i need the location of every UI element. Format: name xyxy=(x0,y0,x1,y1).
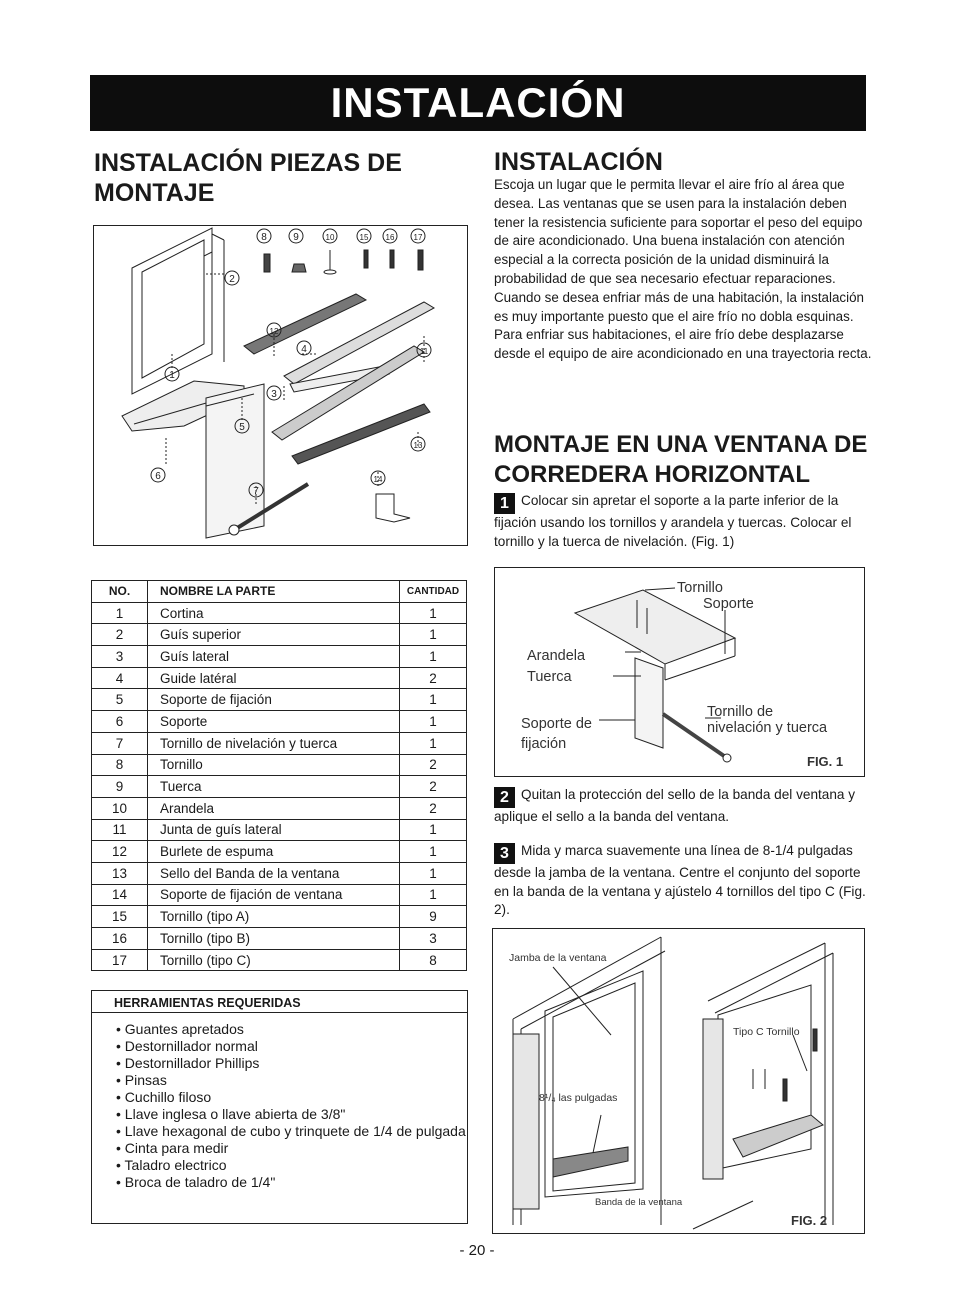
part-number: 16 xyxy=(92,928,148,950)
part-number: 11 xyxy=(92,819,148,841)
fig1-label-arandela: Arandela xyxy=(527,648,586,664)
step-2-number: 2 xyxy=(494,787,515,808)
header-number: NO. xyxy=(92,581,148,603)
part-quantity: 2 xyxy=(400,667,467,689)
callout-2: 2 xyxy=(229,274,235,285)
part-quantity: 1 xyxy=(400,862,467,884)
part-number: 13 xyxy=(92,862,148,884)
part-name: Tornillo xyxy=(148,754,400,776)
callout-3: 3 xyxy=(271,389,277,400)
tool-item: • Cinta para medir xyxy=(116,1140,467,1157)
section-banner xyxy=(90,75,866,131)
step-1-text: Colocar sin apretar el soporte a la parte inferior de la fijación usando los tornillos y arandela y tuercas. Colocar el tornillo y la tuerca de nivelación. (Fig. 1) xyxy=(494,493,852,549)
part-quantity: 3 xyxy=(400,928,467,950)
part-name: Junta de guís lateral xyxy=(148,819,400,841)
callout-5: 5 xyxy=(239,422,245,433)
part-name: Tornillo (tipo B) xyxy=(148,928,400,950)
tool-item: • Broca de taladro de 1/4" xyxy=(116,1174,467,1191)
fig1-label-nivel-2: nivelación y tuerca xyxy=(707,720,828,736)
callout-11: 11 xyxy=(419,347,429,356)
table-row xyxy=(92,711,467,733)
callout-1: 1 xyxy=(169,370,175,381)
part-number: 5 xyxy=(92,689,148,711)
part-number: 9 xyxy=(92,776,148,798)
part-number: 7 xyxy=(92,732,148,754)
part-quantity: 2 xyxy=(400,797,467,819)
figure-1 xyxy=(494,567,865,777)
tool-item: • Llave hexagonal de cubo y trinquete de 1/4 de pulgada xyxy=(116,1123,467,1140)
callout-16: 16 xyxy=(385,233,395,242)
part-name: Soporte xyxy=(148,711,400,733)
table-row xyxy=(92,667,467,689)
part-quantity: 1 xyxy=(400,819,467,841)
fig1-label-soporte: Soporte xyxy=(703,596,754,612)
callout-14: 14 xyxy=(373,475,383,484)
fig1-label-nivel-1: Tornillo de xyxy=(707,704,774,720)
part-number: 2 xyxy=(92,624,148,646)
callout-6: 6 xyxy=(155,471,161,482)
page-number: - 20 - xyxy=(459,1242,495,1259)
table-row xyxy=(92,602,467,624)
step-3 xyxy=(494,842,872,920)
step-2-text: Quitan la protección del sello de la banda del ventana y aplique el sello a la banda del ventana. xyxy=(494,787,856,824)
step-1 xyxy=(494,492,872,551)
tool-item: • Taladro electrico xyxy=(116,1157,467,1174)
figure-2 xyxy=(492,928,865,1234)
part-name: Arandela xyxy=(148,797,400,819)
part-number: 3 xyxy=(92,646,148,668)
banner-title: INSTALACIÓN xyxy=(330,79,626,126)
part-quantity: 1 xyxy=(400,602,467,624)
parts-table-body xyxy=(92,602,467,971)
header-quantity: CANTIDAD xyxy=(400,581,467,603)
callout-4: 4 xyxy=(301,344,307,355)
tool-item: • Destornillador Phillips xyxy=(116,1055,467,1072)
part-name: Sello del Banda de la ventana xyxy=(148,862,400,884)
step-3-number: 3 xyxy=(494,843,515,864)
tool-item: • Llave inglesa o llave abierta de 3/8" xyxy=(116,1106,467,1123)
part-name: Tornillo (tipo A) xyxy=(148,906,400,928)
callout-7: 7 xyxy=(253,486,259,497)
installation-intro: Escoja un lugar que le permita llevar el aire frío al área que desea. Las ventanas que se usen para la instalación deben tener la resistencia suficiente para soportar el peso del equipo de aire acondicionado. Una buena instalación con atención especial a la correcta posición de la unidad disminuirá la probabilidad de que sea necesario efectuar reparaciones. Cuando se desea enfriar más de una habitación, la instalación es muy importante puesto que el aire frío no dobla esquinas. Para enfriar sus habitaciones, el aire frío debe desplazarse desde el equipo de aire acondicionado en una trayectoria recta. xyxy=(494,177,872,362)
part-name: Tornillo de nivelación y tuerca xyxy=(148,732,400,754)
part-number: 12 xyxy=(92,841,148,863)
part-quantity: 8 xyxy=(400,949,467,971)
step-2 xyxy=(494,786,872,827)
installation-heading: INSTALACIÓN xyxy=(494,148,663,176)
part-quantity: 2 xyxy=(400,754,467,776)
table-row xyxy=(92,689,467,711)
table-row xyxy=(92,862,467,884)
part-name: Soporte de fijación de ventana xyxy=(148,884,400,906)
parts-diagram xyxy=(93,225,468,546)
fig1-label-tornillo: Tornillo xyxy=(677,580,723,596)
callout-17: 17 xyxy=(413,233,423,242)
tools-list xyxy=(92,1021,467,1191)
table-row xyxy=(92,624,467,646)
tool-item: • Cuchillo filoso xyxy=(116,1089,467,1106)
part-name: Guís superior xyxy=(148,624,400,646)
fig2-label-medida: 8¹/₄ las pulgadas xyxy=(539,1092,618,1104)
part-number: 4 xyxy=(92,667,148,689)
part-quantity: 1 xyxy=(400,884,467,906)
callout-8: 8 xyxy=(261,232,267,243)
callout-15: 15 xyxy=(359,233,369,242)
mount-heading: MONTAJE EN UNA VENTANA DE CORREDERA HORIZONTAL xyxy=(494,431,868,488)
parts-heading: INSTALACIÓN PIEZAS DE MONTAJE xyxy=(94,149,402,207)
callout-10: 10 xyxy=(325,233,335,242)
part-quantity: 2 xyxy=(400,776,467,798)
part-quantity: 1 xyxy=(400,732,467,754)
fig1-caption: FIG. 1 xyxy=(807,754,844,769)
table-header-row xyxy=(92,581,467,603)
part-quantity: 1 xyxy=(400,624,467,646)
table-row xyxy=(92,928,467,950)
fig1-label-soporte-fijacion-1: Soporte de xyxy=(521,716,592,732)
tool-item: • Destornillador normal xyxy=(116,1038,467,1055)
table-row xyxy=(92,949,467,971)
part-name: Soporte de fijación xyxy=(148,689,400,711)
part-name: Tuerca xyxy=(148,776,400,798)
figure-2-drawing xyxy=(493,929,864,1233)
table-row xyxy=(92,906,467,928)
part-quantity: 1 xyxy=(400,646,467,668)
table-row xyxy=(92,646,467,668)
part-name: Guís lateral xyxy=(148,646,400,668)
table-row xyxy=(92,732,467,754)
parts-table xyxy=(91,580,467,971)
part-number: 8 xyxy=(92,754,148,776)
table-row xyxy=(92,841,467,863)
part-number: 6 xyxy=(92,711,148,733)
fig1-label-soporte-fijacion-2: fijación xyxy=(521,736,567,752)
fig2-caption: FIG. 2 xyxy=(791,1213,828,1228)
part-name: Cortina xyxy=(148,602,400,624)
tools-title: HERRAMIENTAS REQUERIDAS xyxy=(92,991,467,1013)
fig2-label-banda: Banda de la ventana xyxy=(595,1197,683,1208)
callout-12: 12 xyxy=(269,327,279,336)
part-number: 14 xyxy=(92,884,148,906)
fig2-label-tornillo: Tipo C Tornillo xyxy=(733,1026,800,1038)
table-row xyxy=(92,754,467,776)
part-quantity: 1 xyxy=(400,841,467,863)
table-row xyxy=(92,797,467,819)
tool-item: • Guantes apretados xyxy=(116,1021,467,1038)
tool-item: • Pinsas xyxy=(116,1072,467,1089)
part-number: 15 xyxy=(92,906,148,928)
step-3-text: Mida y marca suavemente una línea de 8-1/4 pulgadas desde la jamba de la ventana. Centre el conjunto del soporte en la banda de la ventana y ajústelo 4 tornillos del tipo C (Fig. 2). xyxy=(494,843,866,918)
part-name: Tornillo (tipo C) xyxy=(148,949,400,971)
part-number: 1 xyxy=(92,602,148,624)
part-number: 10 xyxy=(92,797,148,819)
part-quantity: 9 xyxy=(400,906,467,928)
part-name: Guide latéral xyxy=(148,667,400,689)
part-quantity: 1 xyxy=(400,711,467,733)
fig1-label-tuerca: Tuerca xyxy=(527,669,572,685)
part-number: 17 xyxy=(92,949,148,971)
figure-1-drawing xyxy=(495,568,864,776)
part-quantity: 1 xyxy=(400,689,467,711)
part-name: Burlete de espuma xyxy=(148,841,400,863)
callout-9: 9 xyxy=(293,232,299,243)
header-name: NOMBRE LA PARTE xyxy=(148,581,400,603)
step-1-number: 1 xyxy=(494,493,515,514)
parts-drawing xyxy=(94,226,467,545)
table-row xyxy=(92,884,467,906)
fig2-label-jamba: Jamba de la ventana xyxy=(509,952,607,964)
table-row xyxy=(92,776,467,798)
callout-13: 13 xyxy=(413,441,423,450)
tools-box xyxy=(91,990,468,1224)
table-row xyxy=(92,819,467,841)
